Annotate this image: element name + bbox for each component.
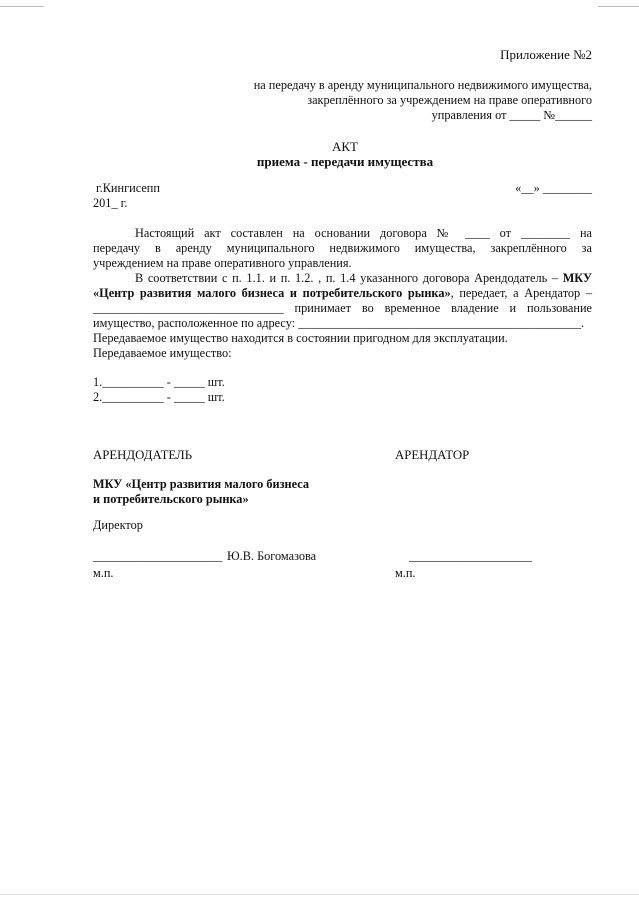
- city: г.Кингисепп: [96, 181, 160, 195]
- scan-edge-line-bottom: [0, 894, 639, 895]
- lessor-signature-line: _____________________: [93, 549, 223, 563]
- subtitle-line-3: управления от _____ №______: [431, 108, 592, 122]
- paragraph-2-line-1-text: В соответствии с п. 1.1. и п. 1.2. , п. 1.4 указанного договора Арендодатель –: [135, 271, 559, 285]
- lessee-signature-line: ____________________: [409, 549, 532, 563]
- document-subtitle: приема - передачи имущества: [256, 154, 434, 169]
- lessor-org-line-1: МКУ «Центр развития малого бизнеса: [93, 477, 309, 491]
- lessee-label: АРЕНДАТОР: [395, 448, 470, 462]
- scan-edge-line-top-left: [0, 6, 44, 7]
- date-field: «__» ________: [515, 181, 592, 195]
- paragraph-2-line-3: _______________________________ принимает во временное владение и пользование: [93, 301, 592, 315]
- paragraph-2-line-2: [93, 286, 592, 301]
- item-2: 2.__________ - _____ шт.: [93, 390, 225, 404]
- paragraph-2-line-2-text: , передает, а Арендатор –: [450, 286, 592, 300]
- lessor-position: Директор: [93, 518, 143, 532]
- paragraph-3: Передаваемое имущество находится в состоянии пригодном для эксплуатации.: [93, 331, 508, 345]
- lessor-name: Ю.В. Богомазова: [227, 549, 317, 563]
- item-1: 1.__________ - _____ шт.: [93, 375, 225, 389]
- subtitle-line-2: закреплённого за учреждением на праве оперативного: [307, 93, 592, 107]
- year-field: 201_ г.: [93, 196, 128, 210]
- scan-edge-line-top-right: [598, 6, 639, 7]
- subtitle-line-1: на передачу в аренду муниципального недвижимого имущества,: [253, 78, 592, 92]
- lessor-org-short: МКУ: [562, 271, 592, 285]
- document-title: АКТ: [332, 139, 358, 154]
- stamp-left: м.п.: [93, 566, 114, 580]
- stamp-right: м.п.: [395, 566, 416, 580]
- paragraph-1-line-3: учреждением на праве оперативного управления.: [93, 256, 352, 270]
- lessor-org-name: «Центр развития малого бизнеса и потребительского рынка»: [93, 286, 451, 300]
- lessor-org-line-2: и потребительского рынка»: [93, 492, 249, 506]
- paragraph-1-line-2: передачу в аренду муниципального недвижимого имущества, закреплённого за: [93, 241, 592, 255]
- lessor-label: АРЕНДОДАТЕЛЬ: [93, 448, 193, 462]
- paragraph-2-line-1: [135, 271, 592, 286]
- paragraph-4: Передаваемое имущество:: [93, 346, 232, 360]
- paragraph-2-line-4: имущество, расположенное по адресу: ______________________________________________.: [93, 316, 585, 330]
- appendix-label: Приложение №2: [500, 47, 592, 62]
- paragraph-1-line-1: Настоящий акт составлен на основании договора № ____ от ________ на: [135, 226, 592, 240]
